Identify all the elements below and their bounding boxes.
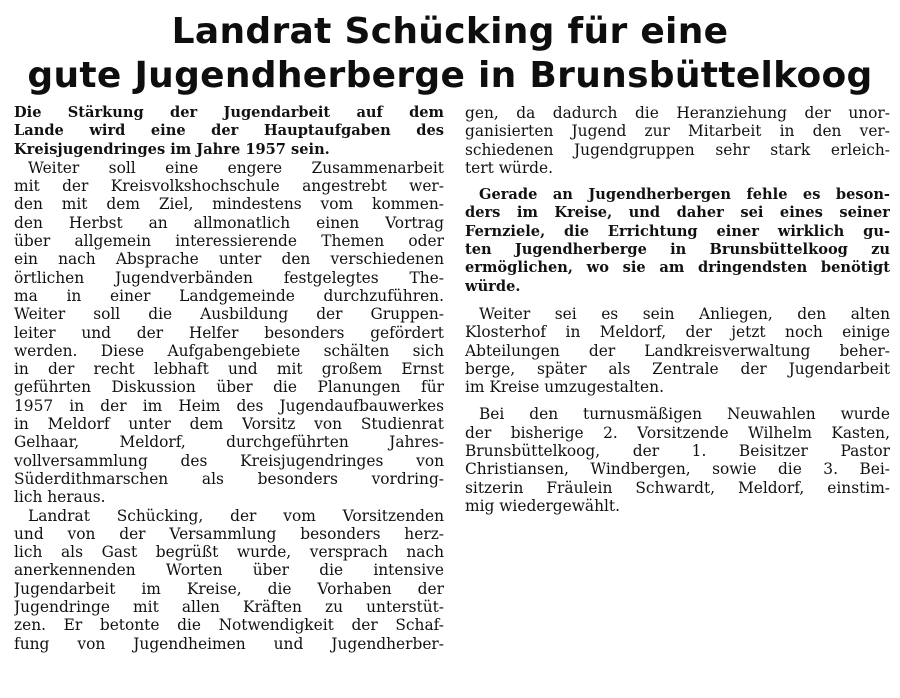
text-line: Jugendringe mit allen Kräften zu unterstüt- bbox=[14, 598, 444, 617]
text-line: berge, später als Zentrale der Jugendarbeit bbox=[465, 359, 890, 378]
headline bbox=[0, 10, 900, 98]
paragraph-gap bbox=[465, 296, 890, 305]
text-line: anerkennenden Worten über die intensive bbox=[14, 561, 444, 580]
text-line: Landrat Schücking, der vom Vorsitzenden bbox=[28, 506, 444, 525]
text-line: sitzerin Fräulein Schwardt, Meldorf, einstim- bbox=[465, 478, 890, 497]
text-line: Christiansen, Windbergen, sowie die 3. Bei- bbox=[465, 460, 890, 479]
text-line: Brunsbüttelkoog, der 1. Beisitzer Pastor bbox=[465, 442, 890, 461]
paragraph-gap bbox=[465, 396, 890, 405]
paragraph bbox=[14, 507, 444, 653]
text-line: Bei den turnusmäßigen Neuwahlen wurde bbox=[479, 405, 890, 424]
text-line: ders im Kreise, und daher sei eines seiner bbox=[465, 204, 890, 222]
text-line: schiedenen Jugendgruppen sehr stark erleich- bbox=[465, 140, 890, 159]
text-line: Gerade an Jugendherbergen fehle es beson- bbox=[479, 186, 890, 204]
text-line: im Kreise umzugestalten. bbox=[465, 378, 664, 397]
text-line: örtlichen Jugendverbänden festgelegtes The- bbox=[14, 268, 444, 287]
text-line: werden. Diese Aufgabengebiete schälten sich bbox=[14, 341, 444, 360]
text-line: leiter und der Helfer besonders gefördert bbox=[14, 323, 444, 342]
text-line: der bisherige 2. Vorsitzende Wilhelm Kasten, bbox=[465, 423, 890, 442]
left-column bbox=[14, 104, 444, 653]
text-line: den Herbst an allmonatlich einen Vortrag bbox=[14, 213, 444, 232]
text-line: Klosterhof in Meldorf, der jetzt noch einige bbox=[465, 323, 890, 342]
text-line: ein nach Absprache unter den verschiedenen bbox=[14, 250, 444, 269]
text-line: Weiter sei es sein Anliegen, den alten bbox=[479, 304, 890, 323]
text-line: ten Jugendherberge in Brunsbüttelkoog zu bbox=[465, 241, 890, 259]
paragraph bbox=[465, 305, 890, 396]
right-column bbox=[465, 104, 890, 515]
text-line: mig wiedergewählt. bbox=[465, 496, 621, 515]
text-line: den mit dem Ziel, mindestens vom kommen- bbox=[14, 195, 444, 214]
text-line: Süderdithmarschen als besonders vordring- bbox=[14, 469, 444, 488]
text-line: Gelhaar, Meldorf, durchgeführten Jahres- bbox=[14, 433, 444, 452]
text-line: geführten Diskussion über die Planungen für bbox=[14, 378, 444, 397]
text-line: lich heraus. bbox=[14, 488, 106, 507]
text-line: Weiter soll die Ausbildung der Gruppen- bbox=[14, 305, 444, 324]
headline-line-1: Landrat Schücking für eine bbox=[171, 11, 729, 52]
text-line: über allgemein interessierende Themen oder bbox=[14, 232, 444, 251]
text-line: lich als Gast begrüßt wurde, versprach nach bbox=[14, 543, 444, 562]
text-line: fung von Jugendheimen und Jugendherber- bbox=[14, 634, 444, 653]
text-line: tert würde. bbox=[465, 158, 554, 177]
text-line: ganisierten Jugend zur Mitarbeit in den ver- bbox=[465, 122, 890, 141]
text-line: gen, da dadurch die Heranziehung der unor- bbox=[465, 104, 890, 122]
text-line: und von der Versammlung besonders herz- bbox=[14, 524, 444, 543]
text-line: Abteilungen der Landkreisverwaltung beher- bbox=[465, 341, 890, 360]
text-line: würde. bbox=[465, 277, 521, 295]
text-line: vollversammlung des Kreisjugendringes von bbox=[14, 451, 444, 470]
lead-paragraph bbox=[14, 104, 444, 159]
text-line: ma in einer Landgemeinde durchzuführen. bbox=[14, 286, 444, 305]
text-line: 1957 in der im Heim des Jugendaufbauwerkes bbox=[14, 396, 444, 415]
text-line: Jugendarbeit im Kreise, die Vorhaben der bbox=[14, 579, 444, 598]
bold-paragraph bbox=[465, 186, 890, 296]
text-line: Fernziele, die Errichtung einer wirklich gu- bbox=[465, 222, 890, 240]
text-line: ermöglichen, wo sie am dringendsten benötigt bbox=[465, 259, 890, 277]
text-line: mit der Kreisvolkshochschule angestrebt wer- bbox=[14, 177, 444, 196]
headline-line-2: gute Jugendherberge in Brunsbüttelkoog bbox=[27, 55, 873, 96]
text-line: Die Stärkung der Jugendarbeit auf dem bbox=[14, 104, 444, 121]
paragraph bbox=[14, 159, 444, 507]
text-line: zen. Er betonte die Notwendigkeit der Schaf- bbox=[14, 616, 444, 635]
text-line: in Meldorf unter dem Vorsitz von Studienrat bbox=[14, 415, 444, 434]
paragraph-gap bbox=[465, 177, 890, 186]
paragraph bbox=[465, 104, 890, 177]
paragraph bbox=[465, 405, 890, 515]
text-line: Lande wird eine der Hauptaufgaben des bbox=[14, 122, 444, 140]
text-line: in der recht lebhaft und mit großem Ernst bbox=[14, 360, 444, 379]
text-line: Kreisjugendringes im Jahre 1957 sein. bbox=[14, 140, 330, 158]
text-line: Weiter soll eine engere Zusammenarbeit bbox=[28, 158, 444, 177]
